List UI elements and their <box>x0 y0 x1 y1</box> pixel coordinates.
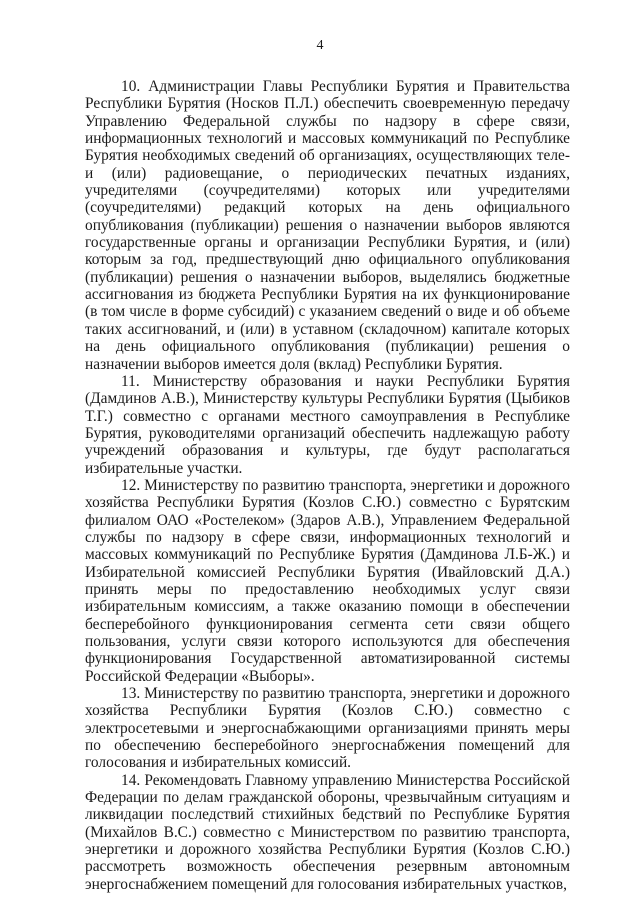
document-body <box>85 78 570 893</box>
page-number: 4 <box>316 38 324 53</box>
paragraph-13: 13. Министерству по развитию транспорта, энергетики и дорожного хозяйства Республики Бурятия (Козлов С.Ю.) совместно с электросетевыми и энергоснабжающими организациями принять меры по обеспечению бесперебойного энергоснабжения помещений для голосования и избирательных комиссий. <box>85 685 570 772</box>
paragraph-12: 12. Министерству по развитию транспорта, энергетики и дорожного хозяйства Республики Бурятия (Козлов С.Ю.) совместно с Бурятским филиалом ОАО «Ростелеком» (Здаров А.В.), Управлением Федеральной службы по надзору в сфере связи, информационных технологий и массовых коммуникаций по Республике Бурятия (Дамдинова Л.Б-Ж.) и Избирательной комиссией Республики Бурятия (Ивайловский Д.А.) принять меры по предоставлению необходимых услуг связи избирательным комиссиям, а также оказанию помощи в обеспечении бесперебойного функционирования сегмента сети связи общего пользования, услуги связи которого используются для обеспечения функционирования Государственной автоматизированной системы Российской Федерации «Выборы». <box>85 476 570 685</box>
paragraph-14: 14. Рекомендовать Главному управлению Министерства Российской Федерации по делам гражданской обороны, чрезвычайным ситуациям и ликвидации последствий стихийных бедствий по Республике Бурятия (Михайлов В.С.) совместно с Министерством по развитию транспорта, энергетики и дорожного хозяйства Республики Бурятия (Козлов С.Ю.) рассмотреть возможность обеспечения резервным автономным энергоснабжением помещений для голосования избирательных участков, <box>85 771 570 893</box>
paragraph-10: 10. Администрации Главы Республики Бурятия и Правительства Республики Бурятия (Носков П.Л.) обеспечить своевременную передачу Управлению Федеральной службы по надзору в сфере связи, информационных технологий и массовых коммуникаций по Республике Бурятия необходимых сведений об организациях, осуществляющих теле- и (или) радиовещание, о периодических печатных изданиях, учредителями (соучредителями) которых или учредителями (соучредителями) редакций которых на день официального опубликования (публикации) решения о назначении выборов являются государственные органы и организации Республики Бурятия, и (или) которым за год, предшествующий дню официального опубликования (публикации) решения о назначении выборов, выделялись бюджетные ассигнования из бюджета Республики Бурятия на их функционирование (в том числе в форме субсидий) с указанием сведений о виде и об объеме таких ассигнований, и (или) в уставном (складочном) капитале которых на день официального опубликования (публикации) решения о назначении выборов имеется доля (вклад) Республики Бурятия. <box>85 78 570 373</box>
paragraph-11: 11. Министерству образования и науки Республики Бурятия (Дамдинов А.В.), Министерству культуры Республики Бурятия (Цыбиков Т.Г.) совместно с органами местного самоуправления в Республике Бурятия, руководителями организаций обеспечить надлежащую работу учреждений образования и культуры, где будут располагаться избирательные участки. <box>85 372 570 477</box>
